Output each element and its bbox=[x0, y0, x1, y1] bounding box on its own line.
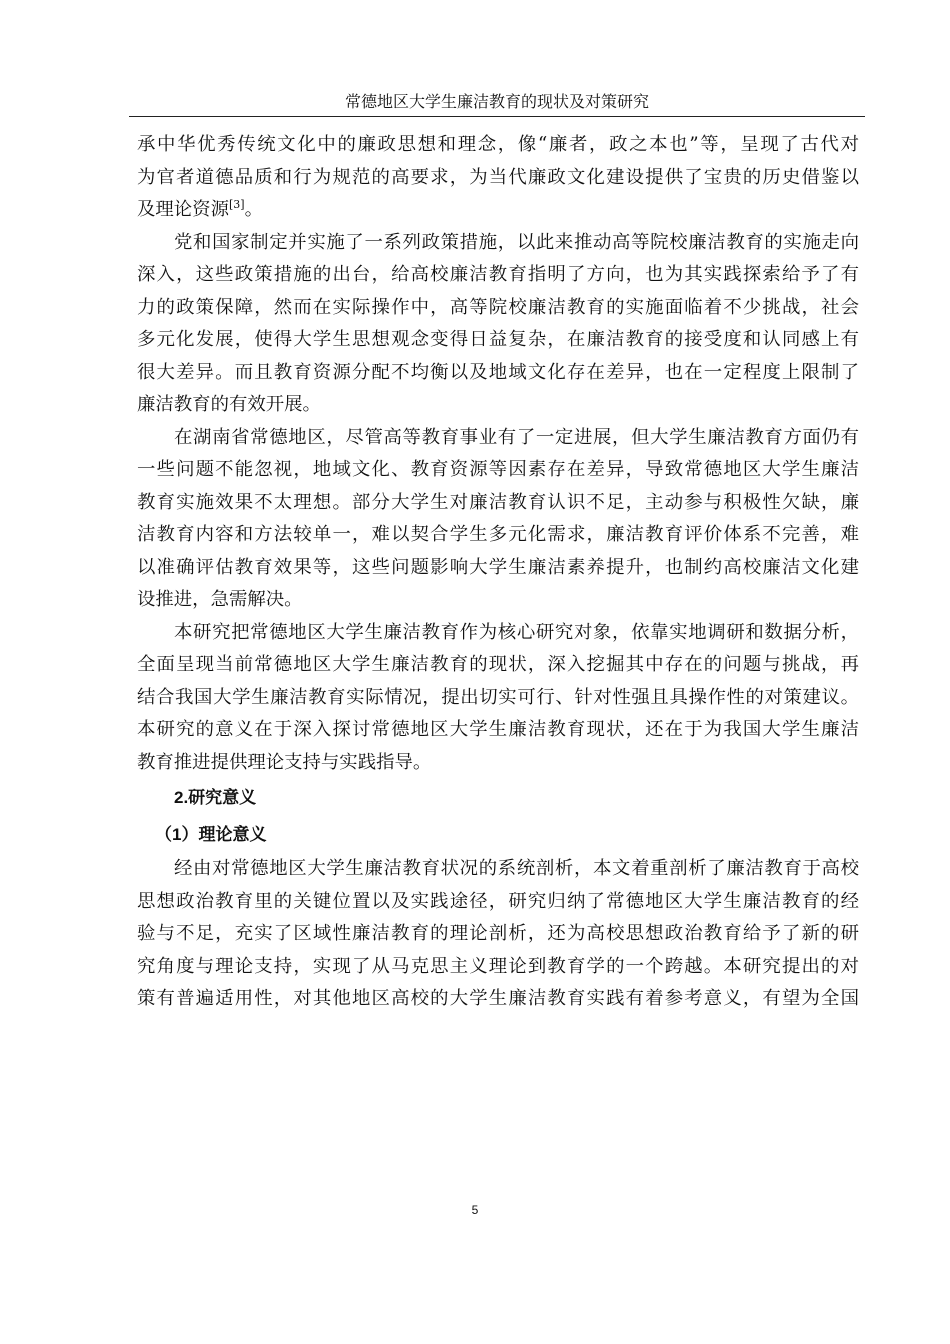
paragraph-line: 教育推进提供理论支持与实践指导。 bbox=[137, 751, 432, 773]
paragraph-line: 经由对常德地区大学生廉洁教育状况的系统剖析，本文着重剖析了廉洁教育于高校 bbox=[174, 858, 859, 879]
paragraph-line: 很大差异。而且教育资源分配不均衡以及地域文化存在差异，也在一定程度上限制了 bbox=[137, 361, 859, 383]
citation-ref: [3] bbox=[228, 197, 245, 211]
line-text: 。 bbox=[244, 199, 263, 220]
paragraph-line: 教育实施效果不太理想。部分大学生对廉洁教育认识不足，主动参与积极性欠缺，廉 bbox=[137, 491, 859, 513]
paragraph-line: 本研究的意义在于深入探讨常德地区大学生廉洁教育现状，还在于为我国大学生廉洁 bbox=[137, 719, 859, 740]
body-text bbox=[137, 129, 859, 1016]
section-heading: 2.研究意义 bbox=[174, 788, 257, 807]
paragraph-line: 深入，这些政策措施的出台，给高校廉洁教育指明了方向，也为其实践探索给予了有 bbox=[137, 264, 859, 285]
paragraph-line: 一些问题不能忽视，地域文化、教育资源等因素存在差异，导致常德地区大学生廉洁 bbox=[137, 459, 859, 480]
running-header: 常德地区大学生廉洁教育的现状及对策研究 bbox=[344, 92, 649, 111]
paragraph-line: 以准确评估教育效果等，这些问题影响大学生廉洁素养提升，也制约高校廉洁文化建 bbox=[137, 556, 859, 578]
paragraph-line: 洁教育内容和方法较单一，难以契合学生多元化需求，廉洁教育评价体系不完善，难 bbox=[137, 524, 859, 545]
paragraph-line: 思想政治教育里的关键位置以及实践途径，研究归纳了常德地区大学生廉洁教育的经 bbox=[137, 890, 859, 912]
paragraph-line: 策有普遍适用性，对其他地区高校的大学生廉洁教育实践有着参考意义，有望为全国 bbox=[137, 988, 859, 1009]
paragraph-line: 多元化发展，使得大学生思想观念变得日益复杂，在廉洁教育的接受度和认同感上有 bbox=[137, 329, 859, 350]
paragraph-line: 设推进，急需解决。 bbox=[137, 589, 303, 610]
paragraph-line: 承中华优秀传统文化中的廉政思想和理念，像“廉者，政之本也”等，呈现了古代对 bbox=[137, 134, 859, 155]
paragraph-line: 力的政策保障，然而在实际操作中，高等院校廉洁教育的实施面临着不少挑战，社会 bbox=[137, 296, 859, 318]
paragraph-line: 验与不足，充实了区域性廉洁教育的理论剖析，还为高校思想政治教育给予了新的研 bbox=[137, 923, 859, 944]
subsection-heading: （1）理论意义 bbox=[155, 825, 267, 844]
page-number: 5 bbox=[471, 1203, 479, 1217]
paragraph-line bbox=[137, 194, 859, 227]
line-text: 及理论资源 bbox=[137, 199, 229, 220]
paragraph-line: 为官者道德品质和行为规范的高要求，为当代廉政文化建设提供了宝贵的历史借鉴以 bbox=[137, 166, 859, 188]
header-rule bbox=[129, 116, 865, 117]
paragraph-line: 廉洁教育的有效开展。 bbox=[137, 394, 321, 415]
paragraph-line: 在湖南省常德地区，尽管高等教育事业有了一定进展，但大学生廉洁教育方面仍有 bbox=[174, 426, 859, 448]
paragraph-line: 本研究把常德地区大学生廉洁教育作为核心研究对象，依靠实地调研和数据分析， bbox=[174, 621, 859, 643]
paragraph-line: 结合我国大学生廉洁教育实际情况，提出切实可行、针对性强且具操作性的对策建议。 bbox=[137, 686, 859, 708]
paragraph-line: 党和国家制定并实施了一系列政策措施，以此来推动高等院校廉洁教育的实施走向 bbox=[174, 231, 859, 253]
paragraph-line: 全面呈现当前常德地区大学生廉洁教育的现状，深入挖掘其中存在的问题与挑战，再 bbox=[137, 654, 859, 675]
paragraph-line: 究角度与理论支持，实现了从马克思主义理论到教育学的一个跨越。本研究提出的对 bbox=[137, 955, 859, 977]
